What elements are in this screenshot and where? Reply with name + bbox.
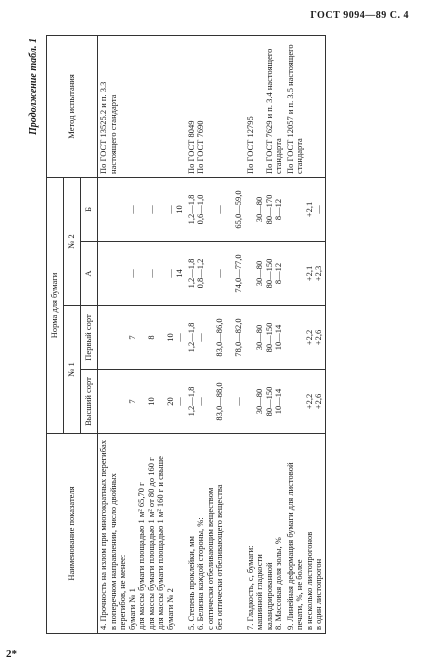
value-cell: 30—80 80—150 10—14 xyxy=(245,370,285,434)
value-cell: 30—80 80—150 8—12 xyxy=(245,242,285,306)
value-cell: 7 8 10 — xyxy=(98,306,186,370)
value-cell: +2,2 +2,6 xyxy=(285,306,326,370)
header-name: Наименование показателя xyxy=(47,434,98,634)
header-sub: Б xyxy=(81,177,98,241)
continuation-label: Продолжение табл. 1 xyxy=(28,38,39,136)
value-cell: +2,1 — xyxy=(285,177,326,241)
header-sub: А xyxy=(81,242,98,306)
value-cell: — — — 14 xyxy=(98,242,186,306)
value-cell: — — — 10 xyxy=(98,177,186,241)
method-cell: По ГОСТ 12795 По ГОСТ 7629 и п. 3.4 настоящего стандарта xyxy=(245,35,285,177)
row-name: 7. Гладкость, с, бумаги: машинной гладкости каландрированной 8. Массовая доля золы, % xyxy=(245,434,285,634)
value-cell: 30—80 80—150 10—14 xyxy=(245,306,285,370)
page-header: ГОСТ 9094—89 С. 4 xyxy=(310,10,409,21)
header-grp2: № 2 xyxy=(64,177,81,305)
method-cell: По ГОСТ 13525.2 и п. 3.3 настоящего стандарта xyxy=(98,35,186,177)
header-sub: Высший сорт xyxy=(81,370,98,434)
method-cell: По ГОСТ 12057 и п. 3.5 настоящего стандарта xyxy=(285,35,326,177)
row-name: 4. Прочность на излом при многократных перегибах в поперечном направлении, число двойных перегибов, не менее: бумаги № 1 для массы бумаги площадью 1 м² 65,70 г для массы бумаги площадью 1 м² от 80 до 160 г для массы бумаги площадью 1 м² 160 г и свыше бумаги № 2 xyxy=(98,434,186,634)
table-row xyxy=(186,35,245,633)
value-cell: +2,1 +2,3 xyxy=(285,242,326,306)
rotated-page xyxy=(24,30,418,640)
page-mark: 2* xyxy=(6,648,17,660)
norms-table xyxy=(46,35,326,634)
header-norm: Норма для бумаги xyxy=(47,177,64,433)
method-cell: По ГОСТ 8049 По ГОСТ 7690 xyxy=(186,35,245,177)
table-row xyxy=(245,35,285,633)
value-cell: 1,2—1,8 0,8—1,2 — 74,0—77,0 xyxy=(186,242,245,306)
row-name: 5. Степень проклейки, мм 6. Белизна каждой стороны, %: с оптически отбеливающим веществом без оптически отбеливающего вещества xyxy=(186,434,245,634)
header-grp1: № 1 xyxy=(64,306,81,434)
header-method: Метод испытания xyxy=(47,35,98,177)
value-cell: 1,2—1,8 — 83,0—88,0 — xyxy=(186,370,245,434)
header-sub: Первый сорт xyxy=(81,306,98,370)
value-cell: 1,2—1,8 — 83,0—86,0 78,0—82,0 xyxy=(186,306,245,370)
table-row xyxy=(98,35,186,633)
row-name: 9. Линейная деформация бумаги для листовой печати, %, не более в несколько листопрогонов в один листопрогон xyxy=(285,434,326,634)
value-cell: 1,2—1,8 0,6—1,0 — 65,0—59,0 xyxy=(186,177,245,241)
value-cell: +2,2 +2,6 xyxy=(285,370,326,434)
table-row xyxy=(285,35,326,633)
value-cell: 7 10 20 — xyxy=(98,370,186,434)
value-cell: 30—80 80—170 8—12 xyxy=(245,177,285,241)
